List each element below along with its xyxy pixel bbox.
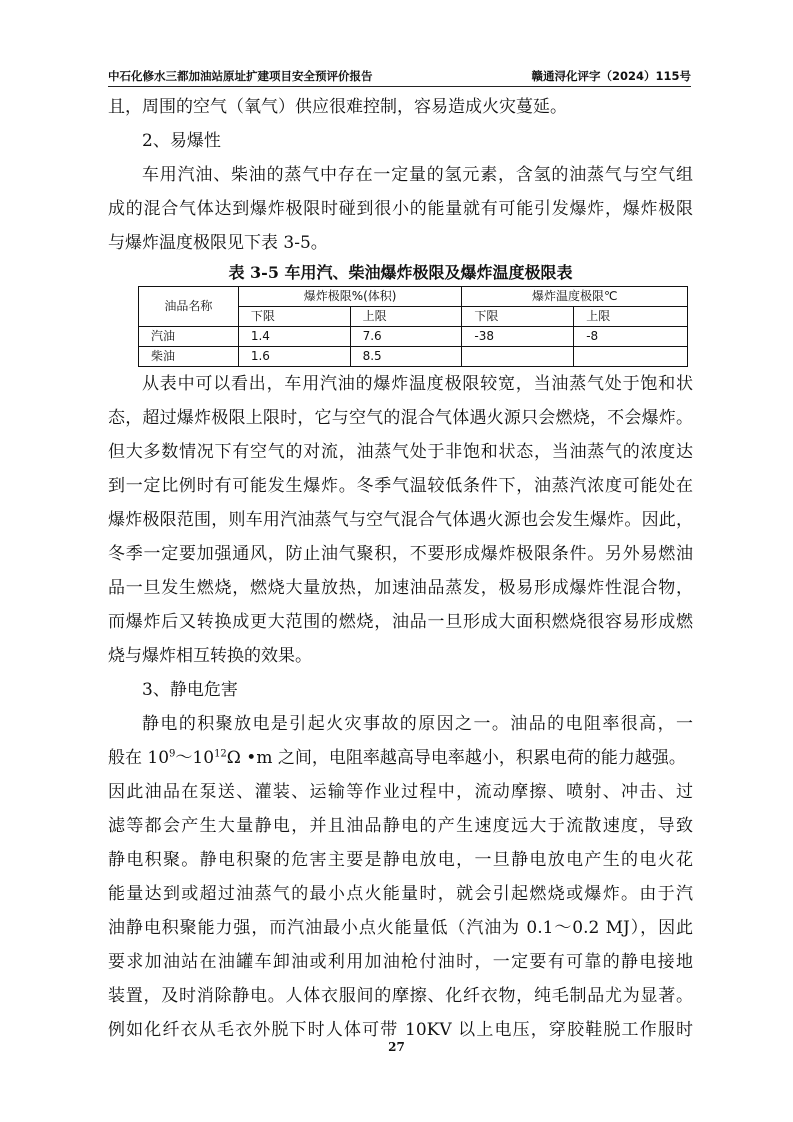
cell-uel: 8.5 <box>350 347 462 367</box>
section-heading-static: 3、静电危害 <box>142 680 238 700</box>
paragraph-line: 而爆炸后又转换成更大范围的燃烧，油品一旦形成大面积燃烧很容易形成燃 <box>108 612 693 632</box>
cell-oil-name: 柴油 <box>139 347 239 367</box>
paragraph-line: 且，周围的空气（氧气）供应很难控制，容易造成火灾蔓延。 <box>108 97 567 117</box>
table-header-row <box>139 287 688 307</box>
resistivity-post: Ω •m 之间，电阻率越高导电率越小，积累电荷的能力越强。 <box>226 748 686 768</box>
paragraph-line: 油静电积聚能力强，而汽油最小点火能量低（汽油为 0.1～0.2 MJ），因此 <box>108 918 693 938</box>
resistivity-pre: 般在 10 <box>108 748 170 768</box>
paragraph-line-resistivity <box>108 741 693 775</box>
paragraph-line: 到一定比例时有可能发生爆炸。冬季气温较低条件下，油蒸汽浓度可能处在 <box>108 476 693 496</box>
cell-temp-low: -38 <box>462 327 574 347</box>
paragraph-line: 烧与爆炸相互转换的效果。 <box>108 646 312 666</box>
cell-temp-high <box>574 347 688 367</box>
paragraph-line: 能量达到或超过油蒸气的最小点火能量时，就会引起燃烧或爆炸。由于汽 <box>108 884 693 904</box>
explosion-limits-table <box>138 286 688 367</box>
header-explosion-limit: 爆炸极限%(体积) <box>238 287 462 307</box>
paragraph-line: 从表中可以看出，车用汽油的爆炸温度极限较宽，当油蒸气处于饱和状 <box>142 374 693 394</box>
resistivity-exp2: 12 <box>214 748 227 760</box>
paragraph-line: 滤等都会产生大量静电，并且油品静电的产生速度远大于流散速度，导致 <box>108 816 693 836</box>
header-report-title: 中石化修水三都加油站原址扩建项目安全预评价报告 <box>108 69 373 83</box>
header-oil-name: 油品名称 <box>139 287 239 327</box>
paragraph-line: 态，超过爆炸极限上限时，它与空气的混合气体遇火源只会燃烧，不会爆炸。 <box>108 408 693 428</box>
page-header <box>108 68 691 87</box>
table-caption: 表 3-5 车用汽、柴油爆炸极限及爆炸温度极限表 <box>228 263 573 282</box>
cell-temp-high: -8 <box>574 327 688 347</box>
paragraph-line: 成的混合气体达到爆炸极限时碰到很小的能量就有可能引发爆炸，爆炸极限 <box>108 199 693 219</box>
page-number: 27 <box>388 1040 405 1054</box>
cell-lel: 1.6 <box>238 347 350 367</box>
subheader-lower: 下限 <box>238 307 350 327</box>
header-report-number: 赣通浔化评字（2024）115号 <box>531 69 691 83</box>
subheader-upper: 上限 <box>350 307 462 327</box>
page-body <box>108 90 693 1047</box>
table-row <box>139 327 688 347</box>
subheader-lower: 下限 <box>462 307 574 327</box>
paragraph-line: 但大多数情况下有空气的对流，油蒸气处于非饱和状态，当油蒸气的浓度达 <box>108 442 693 462</box>
paragraph-line: 要求加油站在油罐车卸油或利用加油枪付油时，一定要有可靠的静电接地 <box>108 952 693 972</box>
header-explosion-temp-limit: 爆炸温度极限℃ <box>462 287 688 307</box>
paragraph-line: 静电积聚。静电积聚的危害主要是静电放电，一旦静电放电产生的电火花 <box>108 850 693 870</box>
paragraph-line: 静电的积聚放电是引起火灾事故的原因之一。油品的电阻率很高，一 <box>142 714 693 734</box>
paragraph-line: 与爆炸温度极限见下表 3-5。 <box>108 233 328 253</box>
paragraph-line: 装置，及时消除静电。人体衣服间的摩擦、化纤衣物，纯毛制品尤为显著。 <box>108 986 693 1006</box>
cell-uel: 7.6 <box>350 327 462 347</box>
paragraph-line: 因此油品在泵送、灌装、运输等作业过程中，流动摩擦、喷射、冲击、过 <box>108 782 693 802</box>
resistivity-mid: ～10 <box>175 748 215 768</box>
cell-oil-name: 汽油 <box>139 327 239 347</box>
paragraph-line: 冬季一定要加强通风，防止油气聚积，不要形成爆炸极限条件。另外易燃油 <box>108 544 693 564</box>
section-heading-explosiveness: 2、易爆性 <box>142 131 221 151</box>
resistivity-exp1: 9 <box>169 748 176 760</box>
paragraph-line: 车用汽油、柴油的蒸气中存在一定量的氢元素，含氢的油蒸气与空气组 <box>142 165 693 185</box>
subheader-upper: 上限 <box>574 307 688 327</box>
paragraph-line: 品一旦发生燃烧，燃烧大量放热，加速油品蒸发，极易形成爆炸性混合物， <box>108 578 693 598</box>
cell-lel: 1.4 <box>238 327 350 347</box>
cell-temp-low <box>462 347 574 367</box>
table-row <box>139 347 688 367</box>
paragraph-line: 例如化纤衣从毛衣外脱下时人体可带 10KV 以上电压，穿胶鞋脱工作服时 <box>108 1020 693 1040</box>
paragraph-line: 爆炸极限范围，则车用汽油蒸气与空气混合气体遇火源也会发生爆炸。因此， <box>108 510 693 530</box>
